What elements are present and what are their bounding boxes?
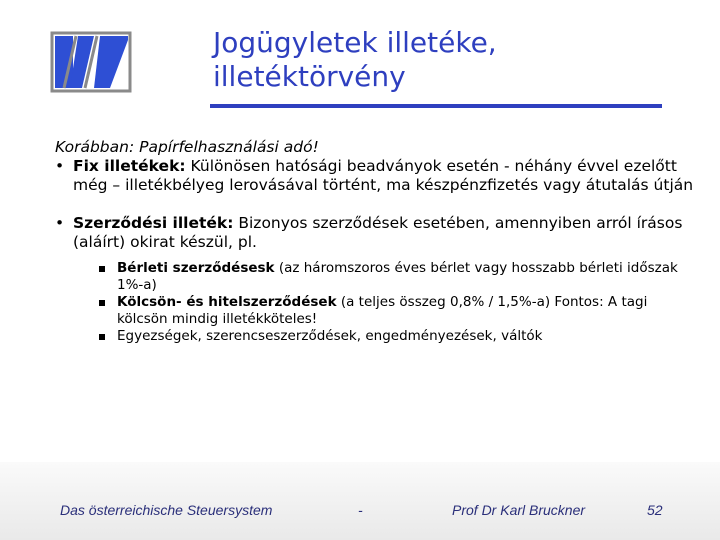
logo-icon	[50, 30, 134, 94]
bullet-dot-icon: •	[55, 214, 65, 232]
bullet-1-bold: Fix illetékek:	[73, 157, 186, 175]
sub-item-3-text: Egyezségek, szerencseszerződések, engedményezések, váltók	[117, 328, 543, 344]
title-line-1: Jogügyletek illetéke,	[213, 26, 497, 59]
sub-item-kolcson	[55, 294, 695, 328]
sub-item-1-text: (az háromszoros éves bérlet vagy hosszabb bérleti időszak 1%-a)	[117, 260, 678, 293]
sub-item-1-bold: Bérleti szerződésesk	[117, 260, 275, 276]
footer-author: Prof Dr Karl Bruckner	[452, 502, 586, 518]
square-bullet-icon	[99, 334, 105, 340]
bullet-1-text: Különösen hatósági beadványok esetén - néhány évvel ezelőtt még – illetékbélyeg lerovásával történt, ma készpénzfizetés vagy átutalás útján	[73, 157, 694, 194]
bullet-dot-icon: •	[55, 157, 65, 175]
bullet-fix-illetekek	[55, 157, 695, 195]
sub-item-egyezsegek	[55, 328, 695, 345]
sub-item-berleti	[55, 260, 695, 294]
bullet-szerzodesi-illetek	[55, 214, 695, 252]
footer-separator: -	[358, 502, 363, 518]
bullet-2-bold: Szerződési illeték:	[73, 214, 234, 232]
square-bullet-icon	[99, 300, 105, 306]
title-underline	[210, 104, 662, 108]
sub-item-2-bold: Kölcsön- és hitelszerződések	[117, 294, 337, 310]
title-line-2: illetéktörvény	[213, 60, 406, 93]
intro-line: Korábban: Papírfelhasználási adó!	[55, 138, 319, 156]
footer-course-title: Das österreichische Steuersystem	[60, 502, 273, 518]
bullet-2-text: Bizonyos szerződések esetében, amennyiben arról írásos (aláírt) okirat készül, pl.	[73, 214, 683, 251]
footer-bar	[0, 462, 720, 540]
slide-body	[55, 138, 695, 345]
sub-item-2-text: (a teljes összeg 0,8% / 1,5%-a) Fontos: A tagi kölcsön mindig illetékköteles!	[117, 294, 648, 327]
square-bullet-icon	[99, 266, 105, 272]
page-number: 52	[647, 502, 663, 518]
